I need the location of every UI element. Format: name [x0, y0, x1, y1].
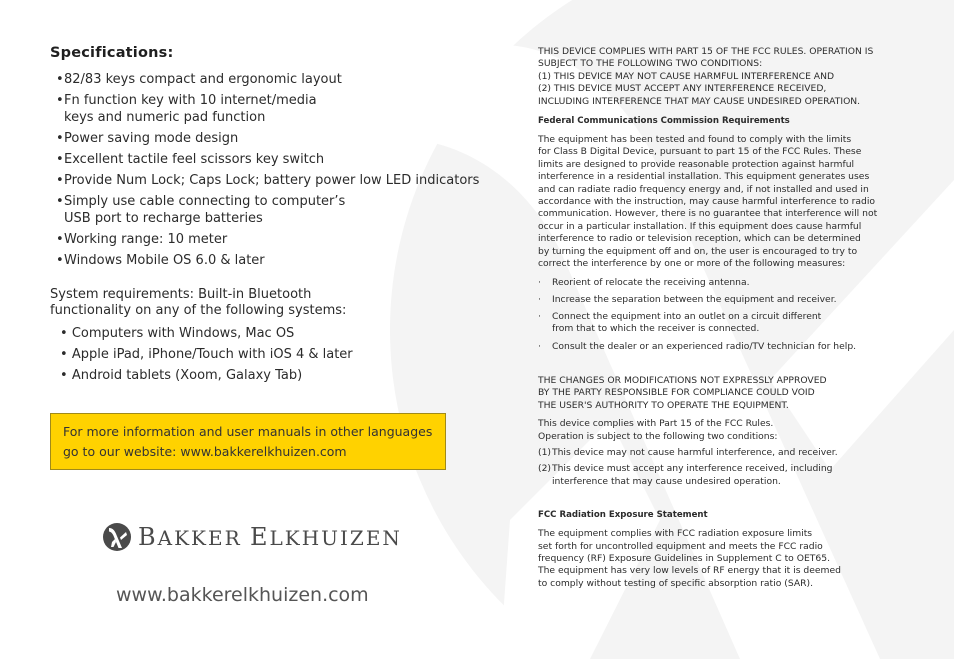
fcc-body: The equipment has been tested and found to comply with the limits for Class B Digital Device, pursuant to part 15 of the FCC Rules. These limits are designed to provide reasonable protection against harmful interference in a residential installation. This equipment generates uses and can radiate radio frequency energy and, if not installed and used in accordance with the instruction, may cause harmful interference to radio communication. However, there is no guarantee that interference will not occur in a particular installation. If this equipment does cause harmful interference to radio or television reception, which can be determined by turning the equipment off and on, the user is encouraged to try to correct the interference by one or more of the following measures: [538, 134, 878, 270]
specifications-title: Specifications: [50, 45, 174, 61]
fcc-requirements-heading: Federal Communications Commission Requirements [538, 116, 790, 127]
measure-item: · Reorient of relocate the receiving antenna. [538, 277, 908, 289]
radiation-body: The equipment complies with FCC radiation exposure limits set forth for uncontrolled equipment and meets the FCC radio frequency (RF) Exposure Guidelines in Supplement C to OET65. The equipment has very low levels of RF energy that it is deemed to comply without testing of specific absorption ratio (SAR). [538, 528, 841, 589]
website-url[interactable]: www.bakkerelkhuizen.com [116, 584, 369, 606]
changes-notice: THE CHANGES OR MODIFICATIONS NOT EXPRESSLY APPROVED BY THE PARTY RESPONSIBLE FOR COMPLIANCE COULD VOID THE USER'S AUTHORITY TO OPERATE THE EQUIPMENT. [538, 374, 827, 411]
condition-number: (2) [538, 463, 552, 475]
spec-item: • Fn function key with 10 internet/media keys and numeric pad function [50, 92, 490, 126]
left-column [50, 45, 490, 388]
spec-item: • Excellent tactile feel scissors key switch [50, 151, 490, 168]
specifications-list [50, 71, 490, 269]
systems-list [50, 325, 490, 384]
condition-text: This device must accept any interference received, including interference that may cause undesired operation. [552, 463, 833, 487]
compliance-text: This device complies with Part 15 of the FCC Rules. Operation is subject to the following two conditions: [538, 418, 778, 442]
logo-wordmark: BAKKER ELKHUIZEN [138, 523, 402, 551]
fcc-intro: THIS DEVICE COMPLIES WITH PART 15 OF THE FCC RULES. OPERATION IS SUBJECT TO THE FOLLOWING TWO CONDITIONS: (1) THIS DEVICE MAY NOT CAUSE HARMFUL INTERFERENCE AND (2) THIS DEVICE MUST ACCEPT ANY INTERFERENCE RECEIVED, INCLUDING INTERFERENCE THAT MAY CAUSE UNDESIRED OPERATION. [538, 46, 874, 107]
measure-item: · Connect the equipment into an outlet on a circuit different from that to which the receiver is connected. [538, 311, 908, 336]
website-info-box: For more information and user manuals in other languages go to our website: www.bakkerelkhuizen.com [50, 413, 446, 470]
bakker-elkhuizen-logo-icon [102, 522, 132, 552]
fcc-column [538, 46, 908, 590]
bakker-elkhuizen-logo [102, 522, 402, 552]
spec-item: • Provide Num Lock; Caps Lock; battery power low LED indicators [50, 172, 490, 189]
spec-item: • Simply use cable connecting to computer’s USB port to recharge batteries [50, 193, 490, 227]
measure-item: · Consult the dealer or an experienced radio/TV technician for help. [538, 341, 908, 353]
radiation-heading: FCC Radiation Exposure Statement [538, 510, 708, 521]
system-item: • Apple iPad, iPhone/Touch with iOS 4 & later [50, 346, 490, 363]
system-requirements-text: System requirements: Built-in Bluetooth functionality on any of the following systems: [50, 287, 347, 318]
system-item: • Android tablets (Xoom, Galaxy Tab) [50, 367, 490, 384]
spec-item: • 82/83 keys compact and ergonomic layout [50, 71, 490, 88]
spec-item: • Windows Mobile OS 6.0 & later [50, 252, 490, 269]
condition-number: (1) [538, 446, 552, 458]
condition-text: This device may not cause harmful interference, and receiver. [552, 446, 838, 458]
condition-item [538, 447, 908, 459]
spec-item: • Working range: 10 meter [50, 231, 490, 248]
measures-list [538, 277, 908, 353]
spec-item: • Power saving mode design [50, 130, 490, 147]
measure-item: · Increase the separation between the equipment and receiver. [538, 294, 908, 306]
condition-item [538, 463, 908, 488]
system-item: • Computers with Windows, Mac OS [50, 325, 490, 342]
